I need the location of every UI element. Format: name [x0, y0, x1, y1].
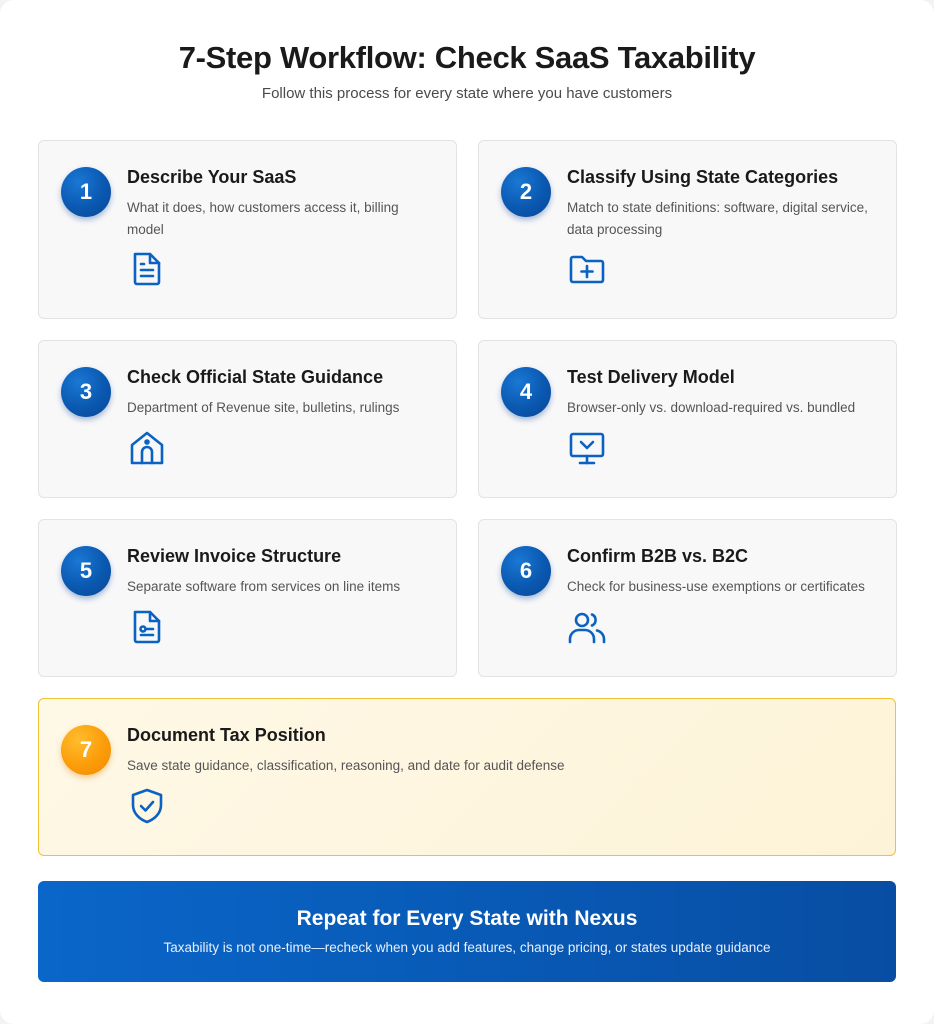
step-number-badge: 2 [501, 167, 551, 217]
step-title: Review Invoice Structure [127, 546, 342, 566]
users-icon [567, 607, 607, 647]
step-description: Match to state definitions: software, digital service, data processing [567, 200, 868, 237]
document-icon [127, 249, 167, 289]
step-card-2 [478, 140, 897, 319]
shield-check-icon [127, 786, 167, 826]
step-title: Test Delivery Model [567, 367, 735, 387]
page-subtitle: Follow this process for every state where you have customers [261, 85, 673, 102]
step-card-4 [478, 340, 897, 498]
step-number-badge: 6 [501, 546, 551, 596]
step-description: What it does, how customers access it, billing model [127, 200, 399, 237]
monitor-download-icon [567, 428, 607, 468]
step-description: Save state guidance, classification, reasoning, and date for audit defense [127, 758, 565, 773]
page-title: 7-Step Workflow: Check SaaS Taxability [178, 40, 756, 75]
building-icon [127, 428, 167, 468]
file-invoice-icon [127, 607, 167, 647]
step-number-badge: 5 [61, 546, 111, 596]
step-title: Describe Your SaaS [127, 167, 297, 187]
step-description: Department of Revenue site, bulletins, rulings [127, 400, 400, 415]
banner-title: Repeat for Every State with Nexus [296, 907, 638, 930]
step-card-6 [478, 519, 897, 677]
step-card-7 [38, 698, 896, 856]
step-description: Separate software from services on line items [127, 579, 401, 594]
step-card-5 [38, 519, 457, 677]
step-number-badge: 4 [501, 367, 551, 417]
step-title: Document Tax Position [127, 725, 326, 745]
step-number-badge: 3 [61, 367, 111, 417]
step-description: Check for business-use exemptions or certificates [567, 579, 865, 594]
step-card-1 [38, 140, 457, 319]
step-title: Confirm B2B vs. B2C [567, 546, 749, 566]
step-card-3 [38, 340, 457, 498]
folder-plus-icon [567, 249, 607, 289]
step-description: Browser-only vs. download-required vs. bundled [567, 400, 856, 415]
step-number-badge: 7 [61, 725, 111, 775]
repeat-banner [38, 881, 896, 982]
banner-text: Taxability is not one-time—recheck when you add features, change pricing, or states update guidance [163, 940, 771, 955]
step-number-badge: 1 [61, 167, 111, 217]
step-title: Check Official State Guidance [127, 367, 384, 387]
step-title: Classify Using State Categories [567, 167, 839, 187]
